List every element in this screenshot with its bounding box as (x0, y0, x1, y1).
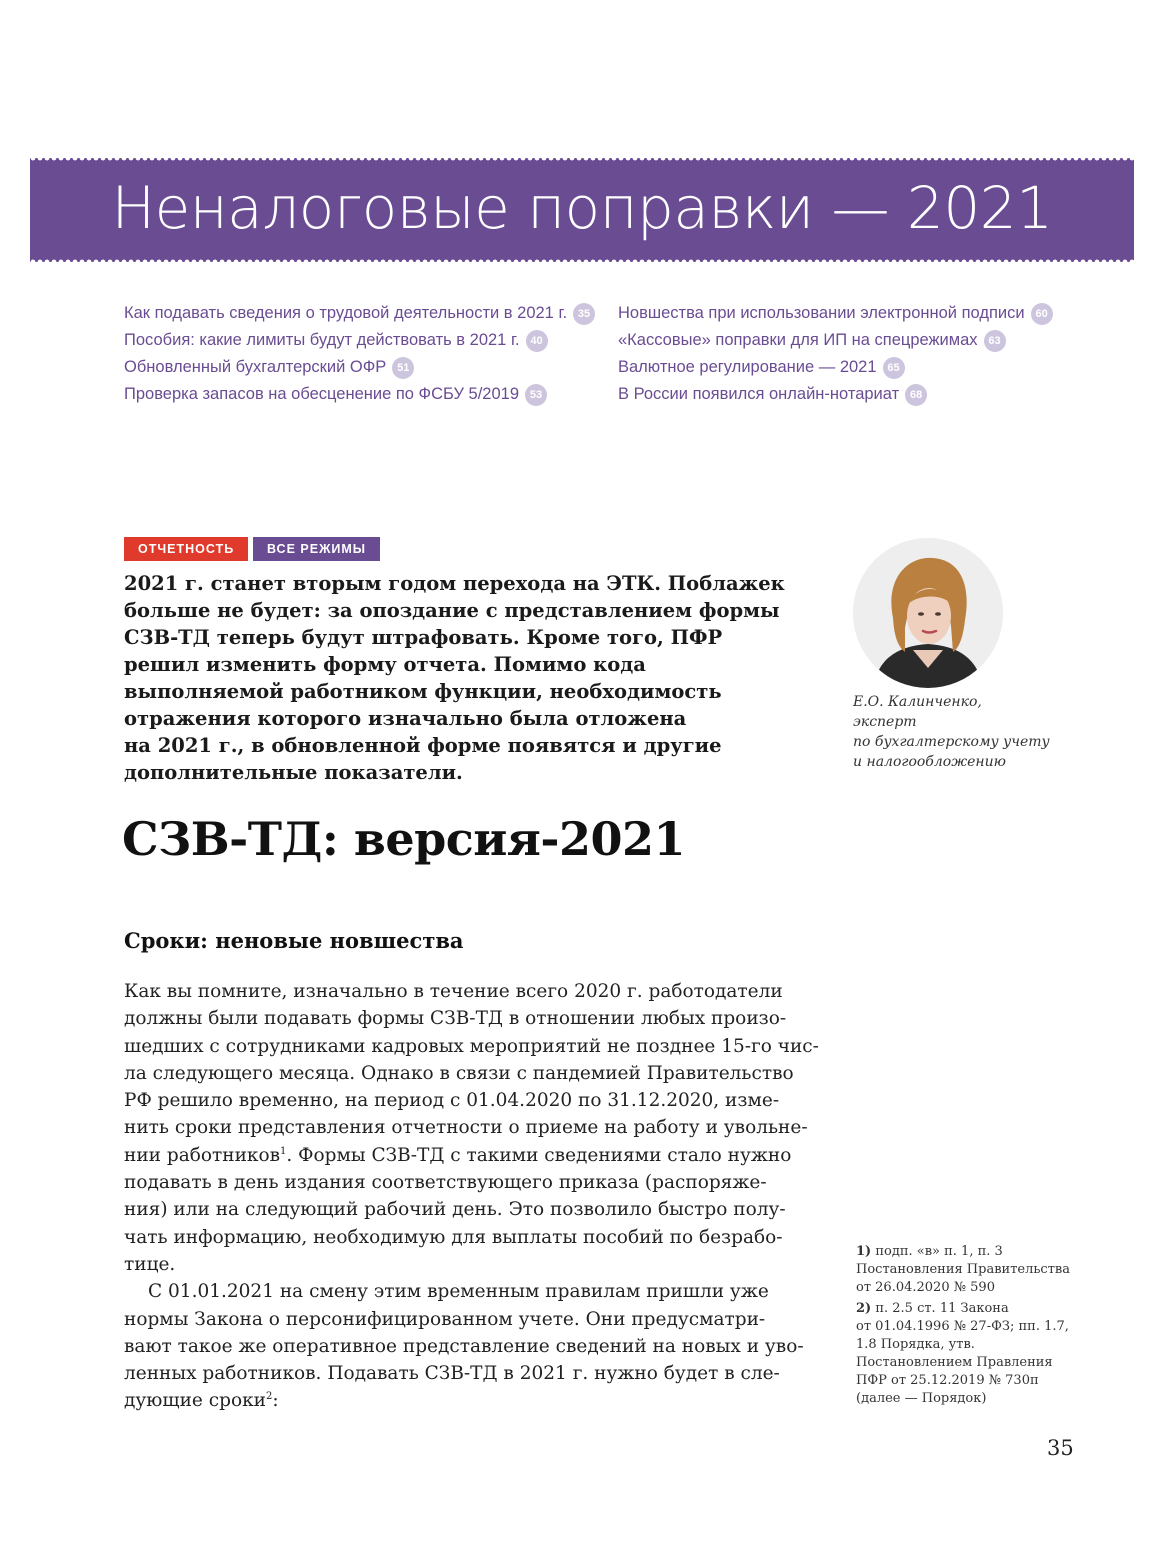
toc-page-badge: 65 (883, 357, 905, 379)
toc-item-title: Пособия: какие лимиты будут действовать в 2021 г. (124, 331, 520, 349)
footnote-1 (856, 1243, 1070, 1297)
toc-right-column (618, 300, 1053, 408)
toc-item[interactable] (618, 381, 1053, 408)
lead-line: на 2021 г., в обновленной форме появятся и другие (124, 734, 722, 757)
body-line: Как вы помните, изначально в течение всего 2020 г. работодатели (124, 981, 783, 1002)
toc-page-badge: 68 (905, 384, 927, 406)
footnote-line: п. 2.5 ст. 11 Закона (875, 1301, 1009, 1316)
body-line: нормы Закона о персонифицированном учете. Они предусматри- (124, 1308, 766, 1330)
lead-line: СЗВ-ТД теперь будут штрафовать. Кроме того, ПФР (124, 626, 723, 649)
toc-item-title: Новшества при использовании электронной подписи (618, 304, 1025, 322)
tag-all-modes: ВСЕ РЕЖИМЫ (253, 537, 380, 561)
toc-item-title: Обновленный бухгалтерский ОФР (124, 358, 387, 376)
toc-left-column (124, 300, 595, 408)
footnote-line: (далее — Порядок) (856, 1391, 987, 1406)
article-subhead: Сроки: неновые новшества (124, 928, 464, 953)
article-body (124, 978, 819, 1415)
footnote-line: ПФР от 25.12.2019 № 730п (856, 1373, 1039, 1388)
footnote-line: от 01.04.1996 № 27-ФЗ; пп. 1.7, (856, 1319, 1069, 1334)
toc-item[interactable] (618, 300, 1053, 327)
toc-item[interactable] (124, 354, 595, 381)
toc-page-badge: 63 (984, 330, 1006, 352)
footnote-line: 1.8 Порядка, утв. (856, 1337, 975, 1352)
article-headline: СЗВ-ТД: версия-2021 (122, 812, 686, 866)
author-caption (853, 692, 1050, 772)
toc-item[interactable] (618, 327, 1053, 354)
footnote-line: от 26.04.2020 № 590 (856, 1280, 995, 1295)
body-text: . Формы СЗВ-ТД с такими сведениями стало нужно (286, 1144, 792, 1166)
body-text: дующие сроки (124, 1390, 266, 1412)
lead-line: больше не будет: за опоздание с представлением формы (124, 599, 780, 622)
body-line: ленных работников. Подавать СЗВ-ТД в 2021 г. нужно будет в сле- (124, 1363, 780, 1385)
footnote-label: 2) (856, 1301, 872, 1316)
lead-line: дополнительные показатели. (124, 761, 463, 784)
toc-item-title: «Кассовые» поправки для ИП на спецрежимах (618, 331, 978, 349)
footnote-line: Постановлением Правления (856, 1355, 1053, 1370)
section-banner (30, 158, 1134, 262)
author-name: Е.О. Калинченко, (853, 694, 982, 710)
body-line: должны были подавать формы СЗВ-ТД в отношении любых произо- (124, 1008, 787, 1030)
toc-page-badge: 53 (525, 384, 547, 406)
author-photo (853, 538, 1003, 688)
body-line: шедших с сотрудниками кадровых мероприятий не позднее 15-го чис- (124, 1035, 819, 1057)
footnote-line: подп. «в» п. 1, п. 3 (875, 1244, 1003, 1259)
toc-item-title: Проверка запасов на обесценение по ФСБУ 5/2019 (124, 385, 520, 403)
toc-item-title: В России появился онлайн-нотариат (618, 385, 900, 403)
lead-line: решил изменить форму отчета. Помимо кода (124, 653, 646, 676)
body-line: подавать в день издания соответствующего приказа (распоряже- (124, 1172, 767, 1194)
lead-line: выполняемой работником функции, необходимость (124, 680, 722, 703)
body-line: РФ решило временно, на период с 01.04.2020 по 31.12.2020, изме- (124, 1090, 780, 1112)
footnote-2 (856, 1300, 1069, 1408)
toc-item-title: Как подавать сведения о трудовой деятельности в 2021 г. (124, 304, 568, 322)
toc-item[interactable] (124, 300, 595, 327)
toc-page-badge: 40 (526, 330, 548, 352)
toc-page-badge: 35 (573, 303, 595, 325)
toc-item[interactable] (124, 327, 595, 354)
author-role-line: эксперт (853, 714, 917, 730)
body-text: нии работников (124, 1144, 281, 1166)
footnote-line: Постановления Правительства (856, 1262, 1070, 1277)
body-text: : (272, 1390, 279, 1412)
toc-item[interactable] (124, 381, 595, 408)
toc-item[interactable] (618, 354, 1053, 381)
author-role-line: и налогообложению (853, 754, 1006, 770)
body-line: вают такое же оперативное представление сведений на новых и уво- (124, 1335, 804, 1357)
body-line (124, 1387, 814, 1414)
page-number: 35 (1047, 1436, 1074, 1460)
toc-item-title: Валютное регулирование — 2021 (618, 358, 877, 376)
toc-page-badge: 51 (392, 357, 414, 379)
lead-paragraph (124, 570, 814, 786)
toc-page-badge: 60 (1031, 303, 1053, 325)
author-role-line: по бухгалтерскому учету (853, 734, 1050, 750)
section-title: Неналоговые поправки — 2021 (111, 174, 1053, 242)
footnote-label: 1) (856, 1244, 872, 1259)
body-line: чать информацию, необходимую для выплаты пособий по безрабо- (124, 1226, 783, 1248)
footnote-ref[interactable]: 1 (280, 1145, 287, 1157)
body-line: тице. (124, 1253, 176, 1275)
body-line: ния) или на следующий рабочий день. Это позволило быстро полу- (124, 1199, 786, 1221)
body-line (124, 1142, 814, 1169)
author-portrait-icon (853, 538, 1003, 688)
tag-reporting: ОТЧЕТНОСТЬ (124, 537, 248, 561)
body-line: нить сроки представления отчетности о приеме на работу и увольне- (124, 1117, 808, 1139)
footnote-ref[interactable]: 2 (265, 1391, 273, 1403)
body-line: ла следующего месяца. Однако в связи с пандемией Правительство (124, 1062, 794, 1084)
lead-line: 2021 г. станет вторым годом перехода на ЭТК. Поблажек (124, 572, 785, 595)
body-line: С 01.01.2021 на смену этим временным правилам пришли уже (148, 1281, 769, 1303)
lead-line: отражения которого изначально была отложена (124, 707, 687, 730)
